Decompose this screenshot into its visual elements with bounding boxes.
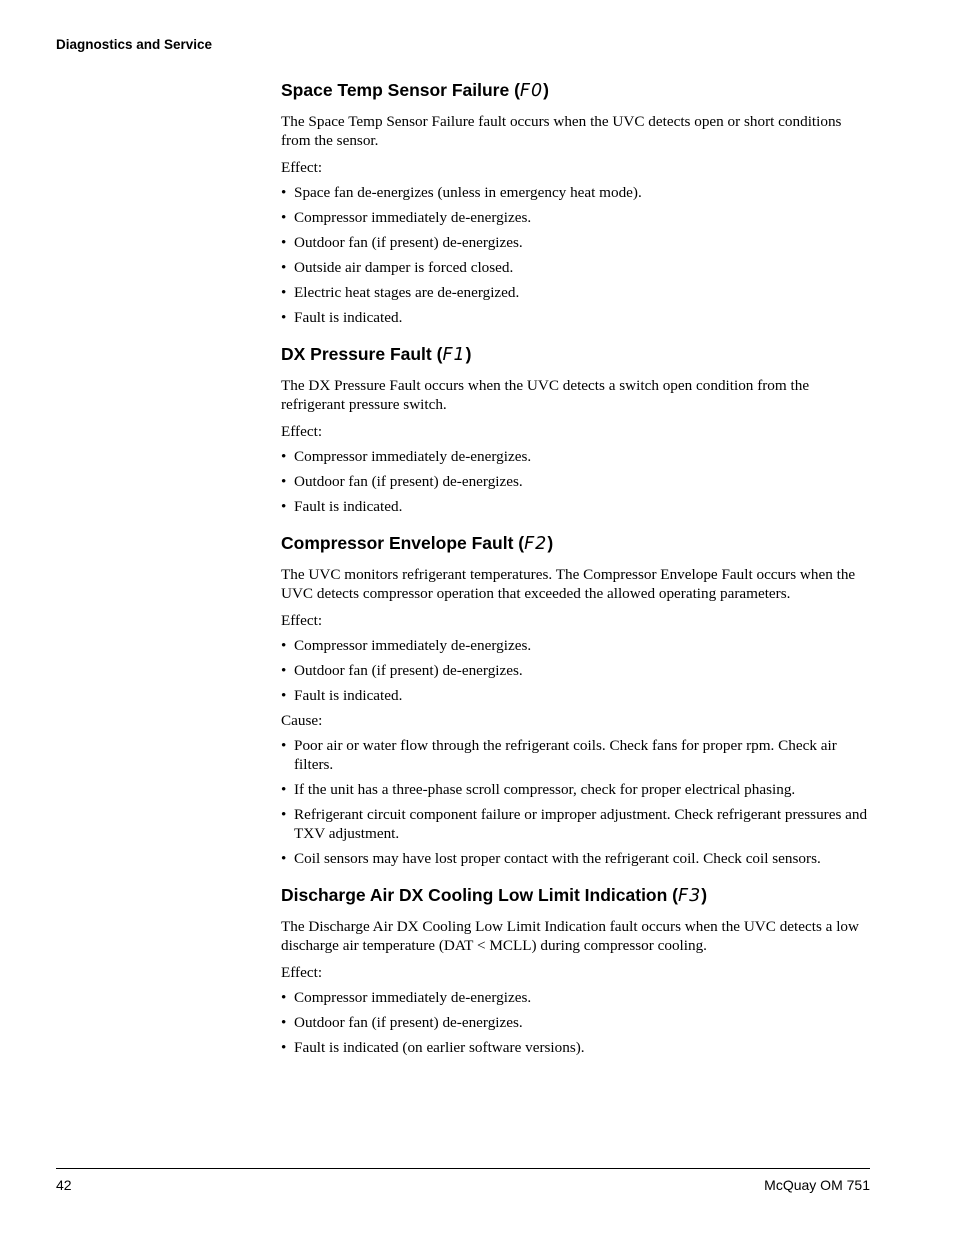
section-compressor-envelope-fault (281, 531, 871, 868)
list-item: • Compressor immediately de-energizes. (281, 447, 871, 466)
list-item: • Poor air or water flow through the refrigerant coils. Check fans for proper rpm. Check air filters. (281, 736, 871, 774)
fault-code: F0 (519, 81, 544, 101)
heading-text: Compressor Envelope Fault ( (281, 533, 525, 553)
section-heading (281, 531, 871, 556)
list-item: • Outdoor fan (if present) de-energizes. (281, 472, 871, 491)
effect-list (281, 447, 871, 516)
effect-list (281, 183, 871, 327)
section-description: The Discharge Air DX Cooling Low Limit Indication fault occurs when the UVC detects a low discharge air temperature (DAT < MCLL) during compressor cooling. (281, 918, 859, 954)
list-item: • Electric heat stages are de-energized. (281, 283, 871, 302)
heading-text: Discharge Air DX Cooling Low Limit Indication ( (281, 885, 679, 905)
list-item: • Outdoor fan (if present) de-energizes. (281, 1013, 871, 1032)
section-heading (281, 883, 871, 908)
section-heading (281, 78, 871, 103)
section-description: The Space Temp Sensor Failure fault occurs when the UVC detects open or short conditions from the sensor. (281, 113, 842, 149)
section-dx-pressure-fault (281, 342, 871, 516)
section-heading (281, 342, 871, 367)
list-item: • Coil sensors may have lost proper contact with the refrigerant coil. Check coil sensors. (281, 849, 871, 868)
list-item: • Fault is indicated. (281, 497, 871, 516)
heading-close: ) (465, 344, 472, 364)
list-item: • Space fan de-energizes (unless in emergency heat mode). (281, 183, 871, 202)
section-discharge-air-dx-cooling-low-limit (281, 883, 871, 1057)
heading-close: ) (543, 80, 549, 100)
list-item: • Fault is indicated. (281, 308, 871, 327)
fault-code: F3 (678, 886, 702, 906)
cause-list (281, 736, 871, 868)
effect-label: Effect: (281, 964, 323, 981)
document-body (281, 78, 871, 1063)
list-item: • Outdoor fan (if present) de-energizes. (281, 233, 871, 252)
heading-close: ) (701, 885, 708, 905)
heading-text: DX Pressure Fault ( (281, 344, 443, 364)
section-description: The DX Pressure Fault occurs when the UVC detects a switch open condition from the refrigerant pressure switch. (281, 377, 810, 413)
list-item: • Outside air damper is forced closed. (281, 258, 871, 277)
list-item: • Compressor immediately de-energizes. (281, 988, 871, 1007)
effect-label: Effect: (281, 612, 323, 629)
effect-label: Effect: (281, 423, 323, 440)
effect-list (281, 636, 871, 705)
list-item: • Fault is indicated (on earlier software versions). (281, 1038, 871, 1057)
heading-close: ) (547, 533, 554, 553)
fault-code: F1 (442, 345, 466, 365)
effect-list (281, 988, 871, 1057)
section-description: The UVC monitors refrigerant temperatures. The Compressor Envelope Fault occurs when the UVC detects compressor operation that exceeded the allowed operating parameters. (281, 566, 856, 602)
document-id: McQuay OM 751 (764, 1177, 870, 1193)
list-item: • Compressor immediately de-energizes. (281, 208, 871, 227)
list-item: • Refrigerant circuit component failure or improper adjustment. Check refrigerant pressures and TXV adjustment. (281, 805, 871, 843)
list-item: • Outdoor fan (if present) de-energizes. (281, 661, 871, 680)
list-item: • Compressor immediately de-energizes. (281, 636, 871, 655)
cause-label: Cause: (281, 712, 323, 729)
running-header: Diagnostics and Service (56, 37, 213, 52)
heading-text: Space Temp Sensor Failure ( (281, 80, 520, 100)
list-item: • Fault is indicated. (281, 686, 871, 705)
fault-code: F2 (524, 534, 548, 554)
list-item: • If the unit has a three-phase scroll compressor, check for proper electrical phasing. (281, 780, 871, 799)
footer-divider (56, 1168, 870, 1169)
page-number: 42 (56, 1177, 72, 1193)
effect-label: Effect: (281, 159, 323, 176)
section-space-temp-sensor-failure (281, 78, 871, 327)
